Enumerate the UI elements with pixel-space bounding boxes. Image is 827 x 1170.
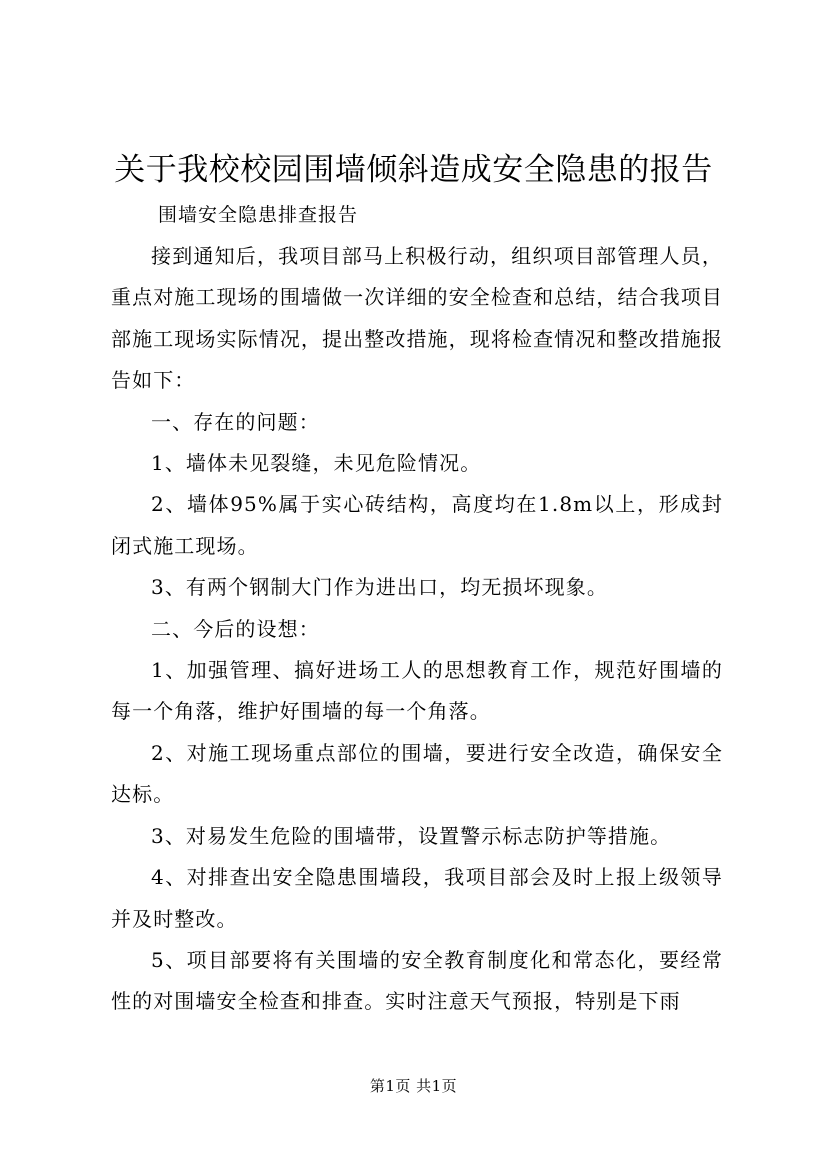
document-body	[111, 236, 723, 1023]
problem-item-1: 1、墙体未见裂缝，未见危险情况。	[151, 451, 482, 476]
problem-item-3: 3、有两个钢制大门作为进出口，均无损坏现象。	[151, 575, 608, 600]
problem-item-2: 2、墙体95%属于实心砖结构，高度均在1.8m以上，形成封闭式施工现场。	[111, 492, 723, 558]
document-subtitle: 围墙安全隐患排查报告	[158, 204, 359, 226]
page-footer: 第1页 共1页	[369, 1077, 458, 1095]
plan-item-5: 5、项目部要将有关围墙的安全教育制度化和常态化，要经常性的对围墙安全检查和排查。实时注意天气预报，特别是下雨	[111, 947, 723, 1014]
paragraph-intro: 接到通知后，我项目部马上积极行动，组织项目部管理人员，重点对施工现场的围墙做一次详细的安全检查和总结，结合我项目部施工现场实际情况，提出整改措施，现将检查情况和整改措施报告如下：	[111, 244, 723, 393]
section-heading-plans: 二、今后的设想：	[151, 616, 320, 641]
section-heading-problems: 一、存在的问题：	[151, 409, 320, 434]
plan-item-4: 4、对排查出安全隐患围墙段，我项目部会及时上报上级领导并及时整改。	[111, 865, 723, 931]
plan-item-1: 1、加强管理、搞好进场工人的思想教育工作，规范好围墙的每一个角落，维护好围墙的每一个角落。	[111, 658, 723, 724]
plan-item-2: 2、对施工现场重点部位的围墙，要进行安全改造，确保安全达标。	[111, 740, 723, 807]
document-title: 关于我校校园围墙倾斜造成安全隐患的报告	[114, 152, 713, 188]
plan-item-3: 3、对易发生危险的围墙带，设置警示标志防护等措施。	[151, 823, 672, 848]
